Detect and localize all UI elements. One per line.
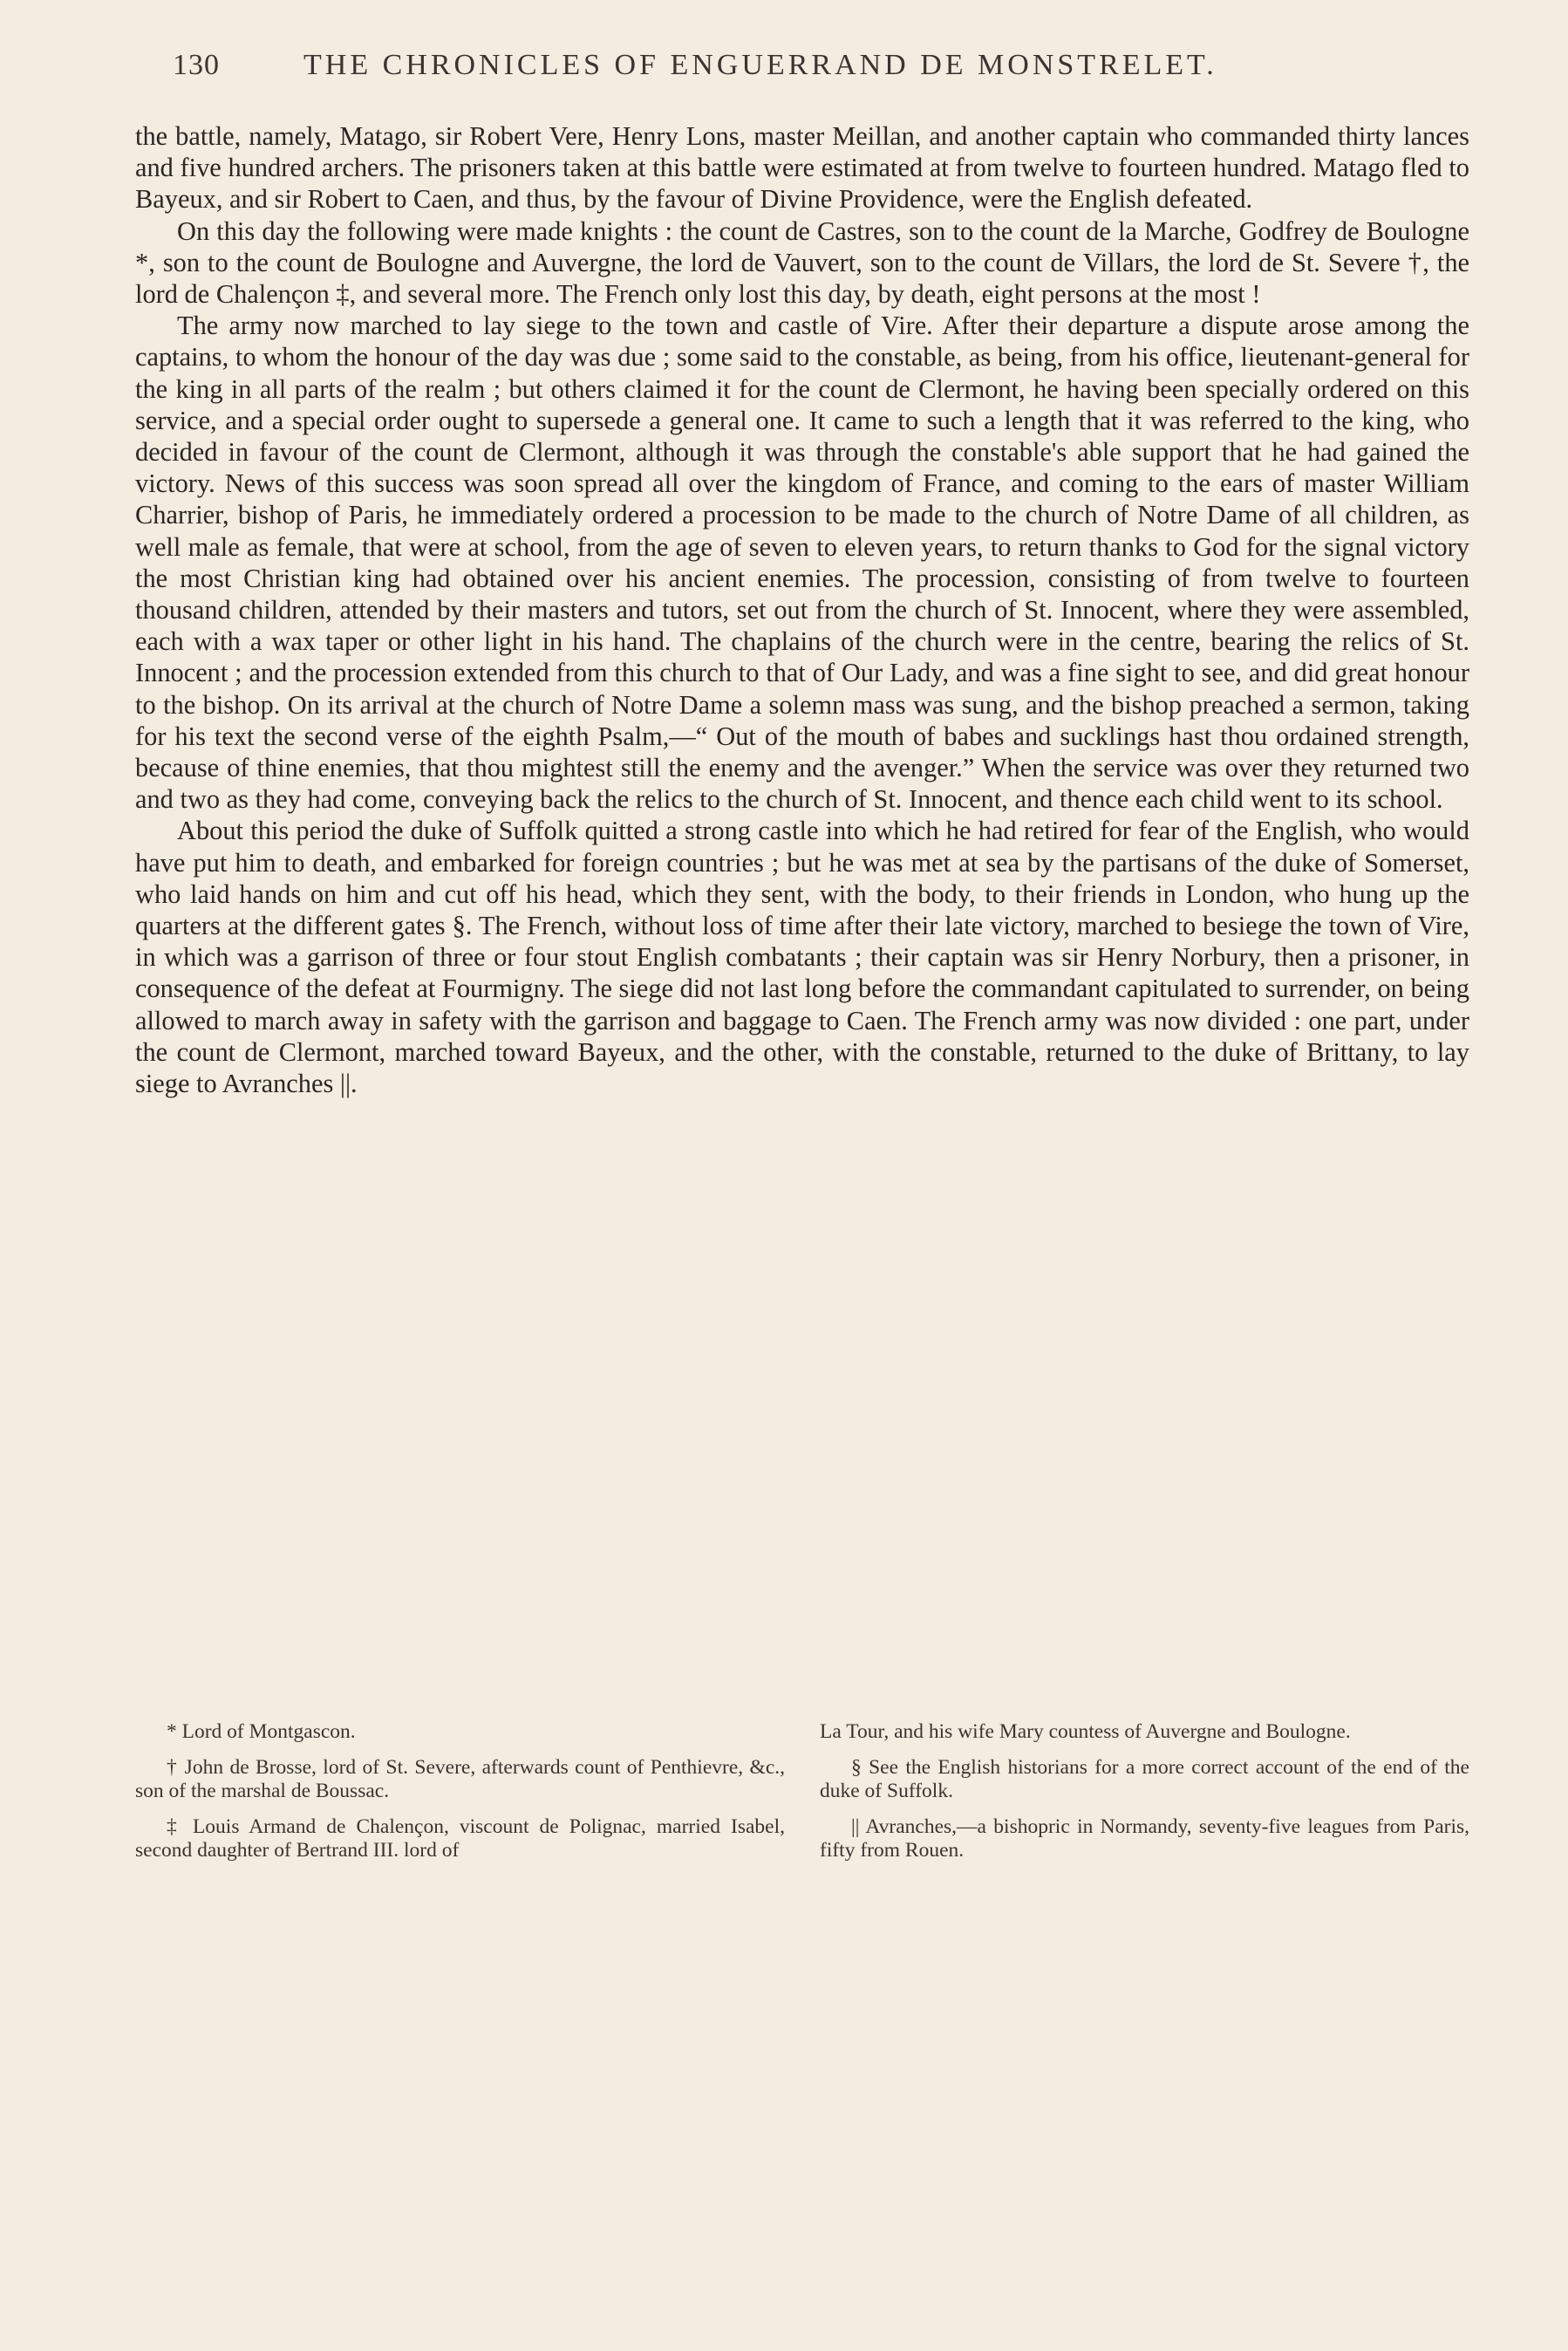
paragraph-1: the battle, namely, Matago, sir Robert Vere, Henry Lons, master Meillan, and another captain who commanded thirty lances and five hundred archers. The prisoners taken at this battle were estimated at from twelve to fourteen hundred. Matago fled to Bayeux, and sir Robert to Caen, and thus, by the favour of Divine Providence, were the English defeated. bbox=[135, 121, 1469, 215]
page-header bbox=[173, 49, 1472, 101]
paragraph-4: About this period the duke of Suffolk quitted a strong castle into which he had retired for fear of the English, who would have put him to death, and embarked for foreign countries ; but he was met at sea by the partisans of the duke of Somerset, who laid hands on him and cut off his head, which they sent, with the body, to their friends in London, who hung up the quarters at the different gates §. The French, without loss of time after their late victory, marched to besiege the town of Vire, in which was a garrison of three or four stout English combatants ; their captain was sir Henry Norbury, then a prisoner, in consequence of the defeat at Fourmigny. The siege did not last long before the commandant capitulated to surrender, on being allowed to march away in safety with the garrison and baggage to Caen. The French army was now divided : one part, under the count de Clermont, marched toward Bayeux, and the other, with the constable, returned to the duke of Brittany, to lay siege to Avranches ||. bbox=[135, 816, 1469, 1099]
paragraph-2: On this day the following were made knights : the count de Castres, son to the count de la Marche, Godfrey de Boulogne *, son to the count de Boulogne and Auvergne, the lord de Vauvert, son to the count de Villars, the lord de St. Severe †, the lord de Chalençon ‡, and several more. The French only lost this day, by death, eight persons at the most ! bbox=[135, 215, 1469, 310]
footnote-double-dagger-continued: La Tour, and his wife Mary countess of Auvergne and Boulogne. bbox=[820, 1720, 1351, 1743]
footnote-section: § See the English historians for a more correct account of the end of the duke of Suffolk. bbox=[820, 1756, 1469, 1802]
footnotes-left-column bbox=[135, 1720, 785, 1875]
running-title: THE CHRONICLES OF ENGUERRAND DE MONSTRELET. bbox=[303, 49, 1217, 81]
main-text bbox=[135, 120, 1469, 1099]
page-number: 130 bbox=[173, 49, 220, 81]
footnotes bbox=[135, 1720, 1469, 1875]
footnote-parallel: || Avranches,—a bishopric in Normandy, seventy-five leagues from Paris, fifty from Rouen. bbox=[820, 1815, 1469, 1862]
footnote-asterisk: * Lord of Montgascon. bbox=[167, 1720, 356, 1743]
footnotes-right-column bbox=[820, 1720, 1469, 1875]
footnote-double-dagger: ‡ Louis Armand de Chalençon, viscount de Polignac, married Isabel, second daughter of Bertrand III. lord of bbox=[135, 1815, 785, 1862]
paragraph-3: The army now marched to lay siege to the town and castle of Vire. After their departure a dispute arose among the captains, to whom the honour of the day was due ; some said to the constable, as being, from his office, lieutenant-general for the king in all parts of the realm ; but others claimed it for the count de Clermont, he having been specially ordered on this service, and a special order ought to supersede a general one. It came to such a length that it was referred to the king, who decided in favour of the count de Clermont, although it was through the constable's able support that he had gained the victory. News of this success was soon spread all over the kingdom of France, and coming to the ears of master William Charrier, bishop of Paris, he immediately ordered a procession to be made to the church of Notre Dame of all children, as well male as female, that were at school, from the age of seven to eleven years, to return thanks to God for the signal victory the most Christian king had obtained over his ancient enemies. The procession, consisting of from twelve to fourteen thousand children, attended by their masters and tutors, set out from the church of St. Innocent, where they were assembled, each with a wax taper or other light in his hand. The chaplains of the church were in the centre, bearing the relics of St. Innocent ; and the procession extended from this church to that of Our Lady, and was a fine sight to see, and did great honour to the bishop. On its arrival at the church of Notre Dame a solemn mass was sung, and the bishop preached a sermon, taking for his text the second verse of the eighth Psalm,—“ Out of the mouth of babes and sucklings hast thou ordained strength, because of thine enemies, that thou mightest still the enemy and the avenger.” When the service was over they returned two and two as they had come, conveying back the relics to the church of St. Innocent, and thence each child went to its school. bbox=[135, 311, 1469, 815]
footnote-dagger: † John de Brosse, lord of St. Severe, afterwards count of Penthievre, &c., son of the marshal de Boussac. bbox=[135, 1756, 785, 1802]
